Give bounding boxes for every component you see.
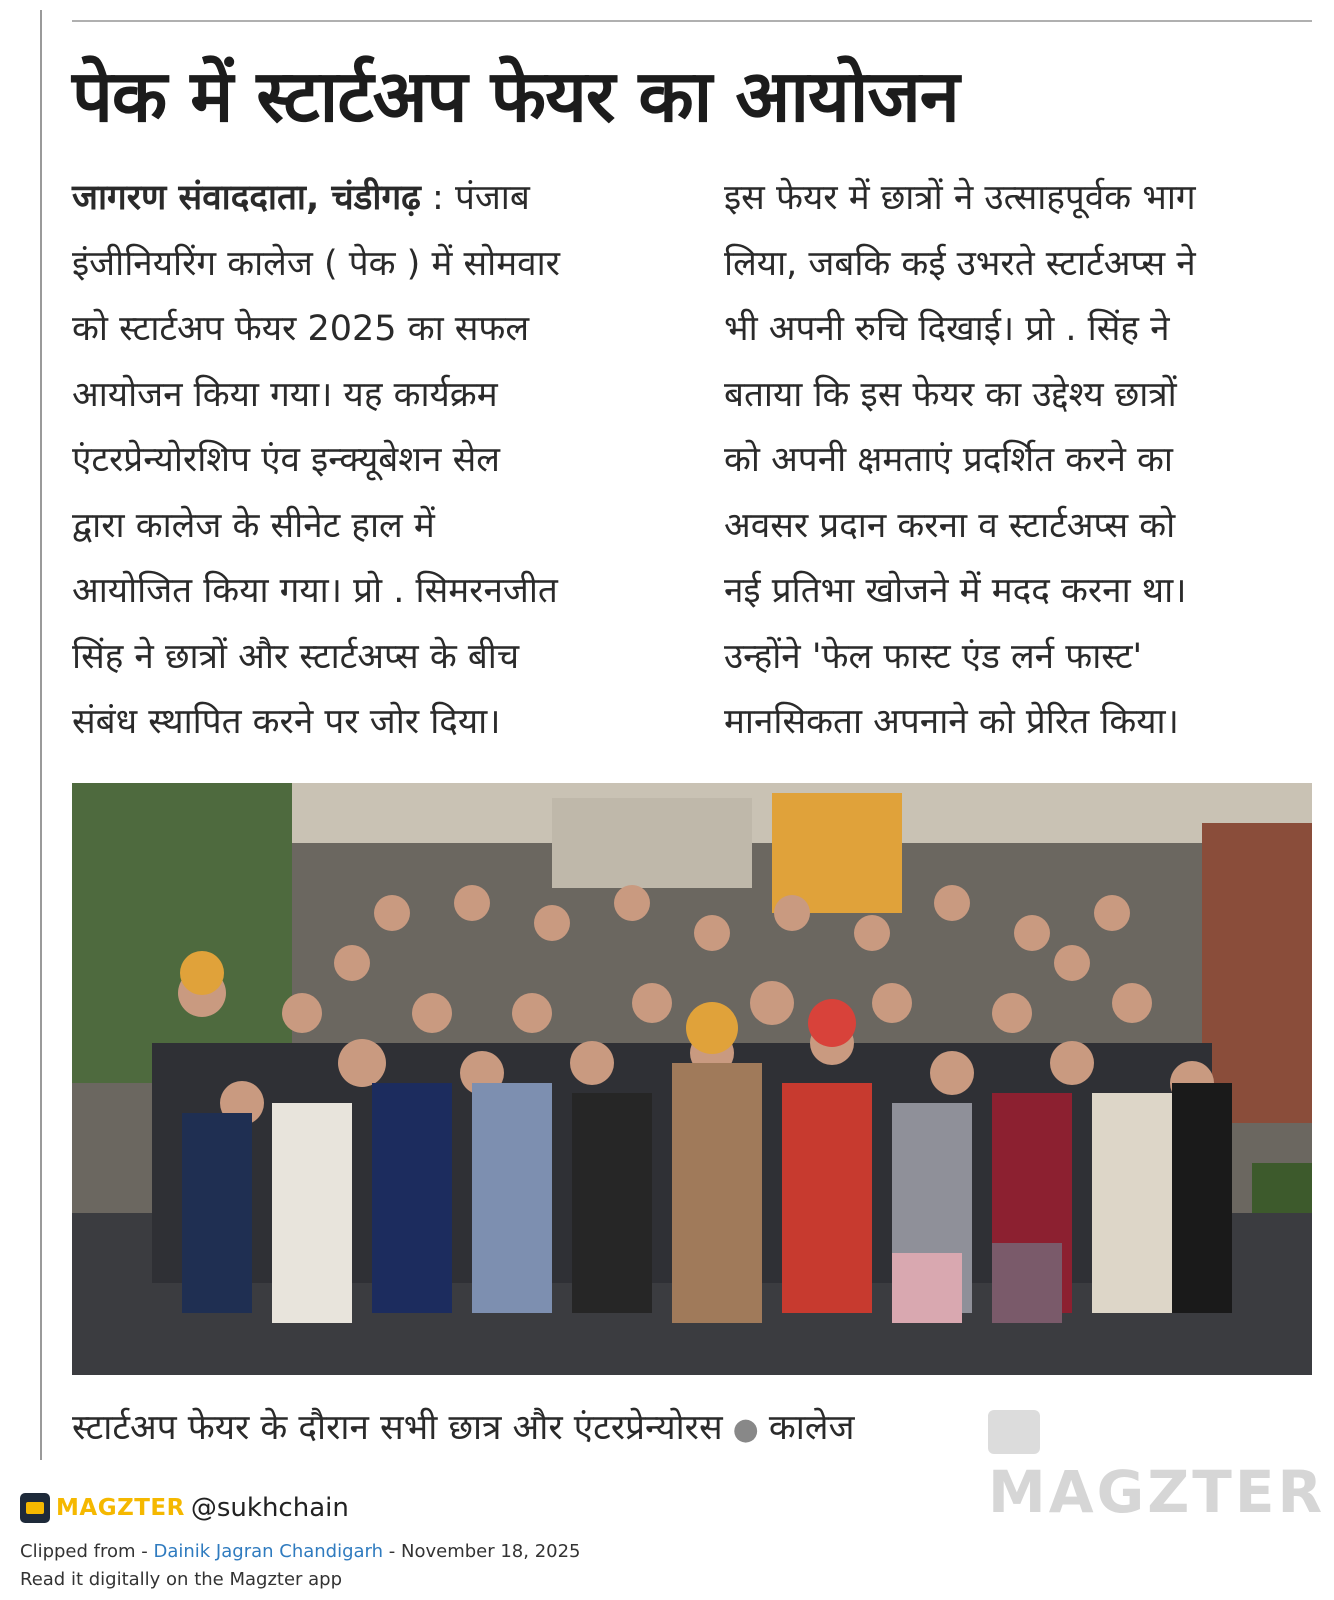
text-line: उन्होंने 'फेल फास्ट एंड लर्न फास्ट' [724, 636, 1143, 677]
bullet-icon: ● [732, 1412, 759, 1447]
text-line: लिया, जबकि कई उभरते स्टार्टअप्स ने [724, 243, 1196, 284]
photo-credit: कालेज [768, 1408, 855, 1448]
clip-source-line: Clipped from - Dainik Jagran Chandigarh - November 18, 2025 [20, 1541, 581, 1562]
text-line: द्वारा कालेज के सीनेट हाल में [72, 505, 435, 546]
text-line: को अपनी क्षमताएं प्रदर्शित करने का [724, 440, 1173, 480]
text-line: भी अपनी रुचि दिखाई। प्रो . सिंह ने [724, 309, 1170, 349]
photo-caption [72, 1404, 855, 1454]
magzter-watermark: MAGZTER [988, 1396, 1334, 1524]
byline: जागरण संवाददाता, चंडीगढ़ [72, 178, 421, 218]
column-rule-vertical [40, 10, 42, 1460]
text-line: मानसिकता अपनाने को प्रेरित किया। [724, 702, 1179, 742]
article-right-column [724, 166, 1314, 756]
text-line: इंजीनियरिंग कालेज ( पेक ) में सोमवार [72, 243, 560, 284]
column-rule-top [72, 20, 1312, 22]
brand-row [20, 1490, 581, 1526]
text-line: सिंह ने छात्रों और स्टार्टअप्स के बीच [72, 636, 520, 677]
text-line: अवसर प्रदान करना व स्टार्टअप्स को [724, 505, 1176, 546]
text-line: संबंध स्थापित करने पर जोर दिया। [72, 702, 501, 742]
magzter-app-icon [20, 1493, 50, 1523]
group-photo [72, 783, 1312, 1375]
text-line: आयोजन किया गया। यह कार्यक्रम [72, 374, 498, 415]
caption-text: स्टार्टअप फेयर के दौरान सभी छात्र और एंटरप्रेन्योरस [72, 1408, 723, 1448]
read-digitally-text: Read it digitally on the Magzter app [20, 1569, 343, 1590]
text-line: बताया कि इस फेयर का उद्देश्य छात्रों [724, 374, 1177, 415]
clip-footer [20, 1490, 581, 1594]
text-line: को स्टार्टअप फेयर 2025 का सफल [72, 309, 530, 349]
article-left-column [72, 166, 662, 756]
text-line: एंटरप्रेन्योरशिप एंव इन्क्यूबेशन सेल [72, 440, 500, 480]
text-line: आयोजित किया गया। प्रो . सिमरनजीत [72, 571, 558, 611]
brand-name: MAGZTER [56, 1495, 185, 1521]
magzter-logo-icon [988, 1410, 1040, 1454]
text-line: इस फेयर में छात्रों ने उत्साहपूर्वक भाग [724, 178, 1196, 218]
source-link[interactable]: Dainik Jagran Chandigarh [153, 1541, 384, 1562]
headline: पेक में स्टार्टअप फेयर का आयोजन [72, 54, 959, 138]
username-link[interactable]: @sukhchain [190, 1493, 349, 1523]
text-line: जागरण संवाददाता, चंडीगढ़ : पंजाब [72, 178, 530, 218]
text-line: नई प्रतिभा खोजने में मदद करना था। [724, 571, 1187, 611]
